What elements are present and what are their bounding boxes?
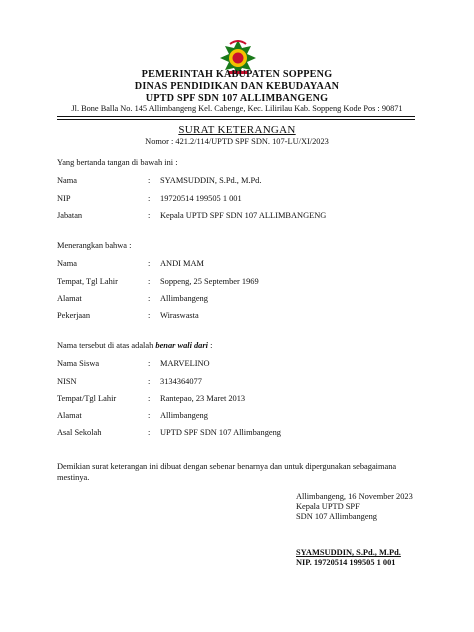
signer-position-label: Jabatan — [57, 211, 83, 220]
letter-number: Nomor : 421.2/114/UPTD SPF SDN. 107-LU/XI/2023 — [145, 137, 329, 146]
parent-address-label: Alamat — [57, 294, 82, 303]
parent-job-label: Pekerjaan — [57, 311, 91, 320]
student-nisn-label: NISN — [57, 377, 77, 386]
colon: : — [148, 176, 151, 185]
parent-job-value: Wiraswasta — [160, 311, 199, 320]
colon: : — [148, 211, 151, 220]
colon: : — [148, 428, 151, 437]
signer-name-label: Nama — [57, 176, 77, 185]
colon: : — [148, 311, 151, 320]
colon: : — [148, 359, 151, 368]
declares-text: Menerangkan bahwa : — [57, 241, 132, 250]
colon: : — [148, 294, 151, 303]
student-birth-label: Tempat/Tgl Lahir — [57, 394, 117, 403]
intro-text: Yang bertanda tangan di bawah ini : — [57, 158, 178, 167]
guardian-emphasis: benar wali dari — [155, 341, 208, 350]
colon: : — [148, 394, 151, 403]
header-rule-thin — [57, 119, 415, 120]
student-school-value: UPTD SPF SDN 107 Allimbangeng — [160, 428, 281, 437]
signer-nip-label: NIP — [57, 194, 71, 203]
student-name-value: MARVELINO — [160, 359, 210, 368]
parent-name-value: ANDI MAM — [160, 259, 204, 268]
signer-nip-value: 19720514 199505 1 001 — [160, 194, 242, 203]
student-name-label: Nama Siswa — [57, 359, 100, 368]
sign-nip: NIP. 19720514 199505 1 001 — [296, 558, 396, 567]
letter-title: SURAT KETERANGAN — [178, 124, 296, 136]
guardian-prefix: Nama tersebut di atas adalah — [57, 341, 156, 350]
header-government: PEMERINTAH KABUPATEN SOPPENG — [141, 69, 333, 80]
parent-birth-value: Soppeng, 25 September 1969 — [160, 277, 259, 286]
student-address-label: Alamat — [57, 411, 82, 420]
student-nisn-value: 3134364077 — [160, 377, 202, 386]
colon: : — [148, 194, 151, 203]
parent-name-label: Nama — [57, 259, 77, 268]
signer-position-value: Kepala UPTD SPF SDN 107 ALLIMBANGENG — [160, 211, 327, 220]
colon: : — [148, 259, 151, 268]
header-address: Jl. Bone Balla No. 145 Allimbangeng Kel. Cabenge, Kec. Lilirilau Kab. Soppeng Kode Pos : 90871 — [71, 104, 403, 113]
colon: : — [148, 377, 151, 386]
sign-position-1: Kepala UPTD SPF — [296, 502, 360, 511]
colon: : — [148, 411, 151, 420]
sign-position-2: SDN 107 Allimbangeng — [296, 512, 377, 521]
closing-paragraph: Demikian surat keterangan ini dibuat dengan sebenar benarnya dan untuk dipergunakan sebagaimana mestinya. — [57, 462, 397, 482]
student-address-value: Allimbangeng — [160, 411, 208, 420]
header-agency: DINAS PENDIDIKAN DAN KEBUDAYAAN — [134, 81, 340, 92]
signer-name-value: SYAMSUDDIN, S.Pd., M.Pd. — [160, 176, 262, 185]
parent-birth-label: Tempat, Tgl Lahir — [57, 277, 118, 286]
sign-name: SYAMSUDDIN, S.Pd., M.Pd. — [296, 548, 401, 557]
sign-place-date: Allimbangeng, 16 November 2023 — [296, 492, 413, 501]
student-birth-value: Rantepao, 23 Maret 2013 — [160, 394, 246, 403]
guardian-statement — [57, 341, 212, 350]
colon: : — [148, 277, 151, 286]
header-school: UPTD SPF SDN 107 ALLIMBANGENG — [145, 93, 329, 104]
parent-address-value: Allimbangeng — [160, 294, 208, 303]
guardian-suffix: : — [207, 341, 213, 350]
student-school-label: Asal Sekolah — [57, 428, 102, 437]
header-rule-thick — [57, 116, 415, 117]
